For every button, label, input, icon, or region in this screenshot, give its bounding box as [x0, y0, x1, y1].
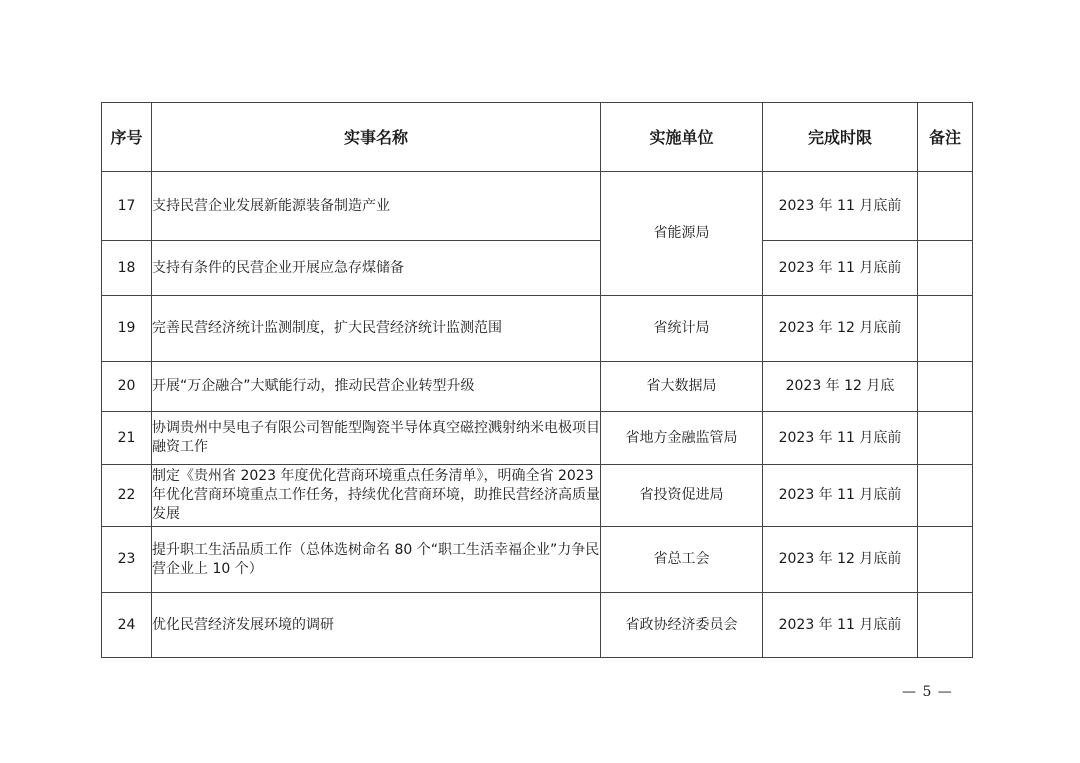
table-row	[102, 296, 973, 362]
row-note	[918, 362, 973, 412]
row-deadline: 2023 年 11 月底前	[763, 172, 918, 241]
row-unit: 省统计局	[601, 296, 763, 362]
row-name: 优化民营经济发展环境的调研	[152, 593, 601, 658]
row-deadline: 2023 年 12 月底前	[763, 296, 918, 362]
row-num: 24	[102, 593, 152, 658]
table-header-row	[102, 103, 973, 172]
row-unit: 省能源局	[601, 172, 763, 296]
row-num: 22	[102, 465, 152, 527]
header-deadline: 完成时限	[763, 103, 918, 172]
row-deadline: 2023 年 12 月底	[763, 362, 918, 412]
row-unit: 省政协经济委员会	[601, 593, 763, 658]
row-deadline: 2023 年 11 月底前	[763, 593, 918, 658]
row-deadline: 2023 年 12 月底前	[763, 527, 918, 593]
row-note	[918, 593, 973, 658]
row-name: 制定《贵州省 2023 年度优化营商环境重点任务清单》，明确全省 2023 年优化营商环境重点工作任务，持续优化营商环境，助推民营经济高质量发展	[152, 465, 601, 527]
row-note	[918, 172, 973, 241]
table-row	[102, 362, 973, 412]
task-table	[101, 102, 973, 658]
header-name: 实事名称	[152, 103, 601, 172]
row-unit: 省总工会	[601, 527, 763, 593]
row-note	[918, 241, 973, 296]
row-deadline: 2023 年 11 月底前	[763, 241, 918, 296]
table-row	[102, 241, 973, 296]
row-note	[918, 465, 973, 527]
row-unit: 省投资促进局	[601, 465, 763, 527]
header-note: 备注	[918, 103, 973, 172]
page-number: — 5 —	[902, 684, 953, 700]
row-num: 17	[102, 172, 152, 241]
row-note	[918, 412, 973, 465]
row-name: 支持有条件的民营企业开展应急存煤储备	[152, 241, 601, 296]
row-deadline: 2023 年 11 月底前	[763, 465, 918, 527]
row-num: 21	[102, 412, 152, 465]
row-num: 19	[102, 296, 152, 362]
row-note	[918, 296, 973, 362]
header-num: 序号	[102, 103, 152, 172]
table-row	[102, 412, 973, 465]
header-unit: 实施单位	[601, 103, 763, 172]
row-name: 支持民营企业发展新能源装备制造产业	[152, 172, 601, 241]
row-name: 开展“万企融合”大赋能行动，推动民营企业转型升级	[152, 362, 601, 412]
row-note	[918, 527, 973, 593]
row-num: 20	[102, 362, 152, 412]
row-deadline: 2023 年 11 月底前	[763, 412, 918, 465]
table-row	[102, 527, 973, 593]
table-row	[102, 465, 973, 527]
row-unit: 省大数据局	[601, 362, 763, 412]
row-num: 18	[102, 241, 152, 296]
row-name: 提升职工生活品质工作（总体选树命名 80 个“职工生活幸福企业”力争民营企业上 10 个）	[152, 527, 601, 593]
row-num: 23	[102, 527, 152, 593]
row-name: 完善民营经济统计监测制度，扩大民营经济统计监测范围	[152, 296, 601, 362]
row-unit: 省地方金融监管局	[601, 412, 763, 465]
row-name: 协调贵州中昊电子有限公司智能型陶瓷半导体真空磁控溅射纳米电极项目融资工作	[152, 412, 601, 465]
table-row	[102, 593, 973, 658]
table-row	[102, 172, 973, 241]
